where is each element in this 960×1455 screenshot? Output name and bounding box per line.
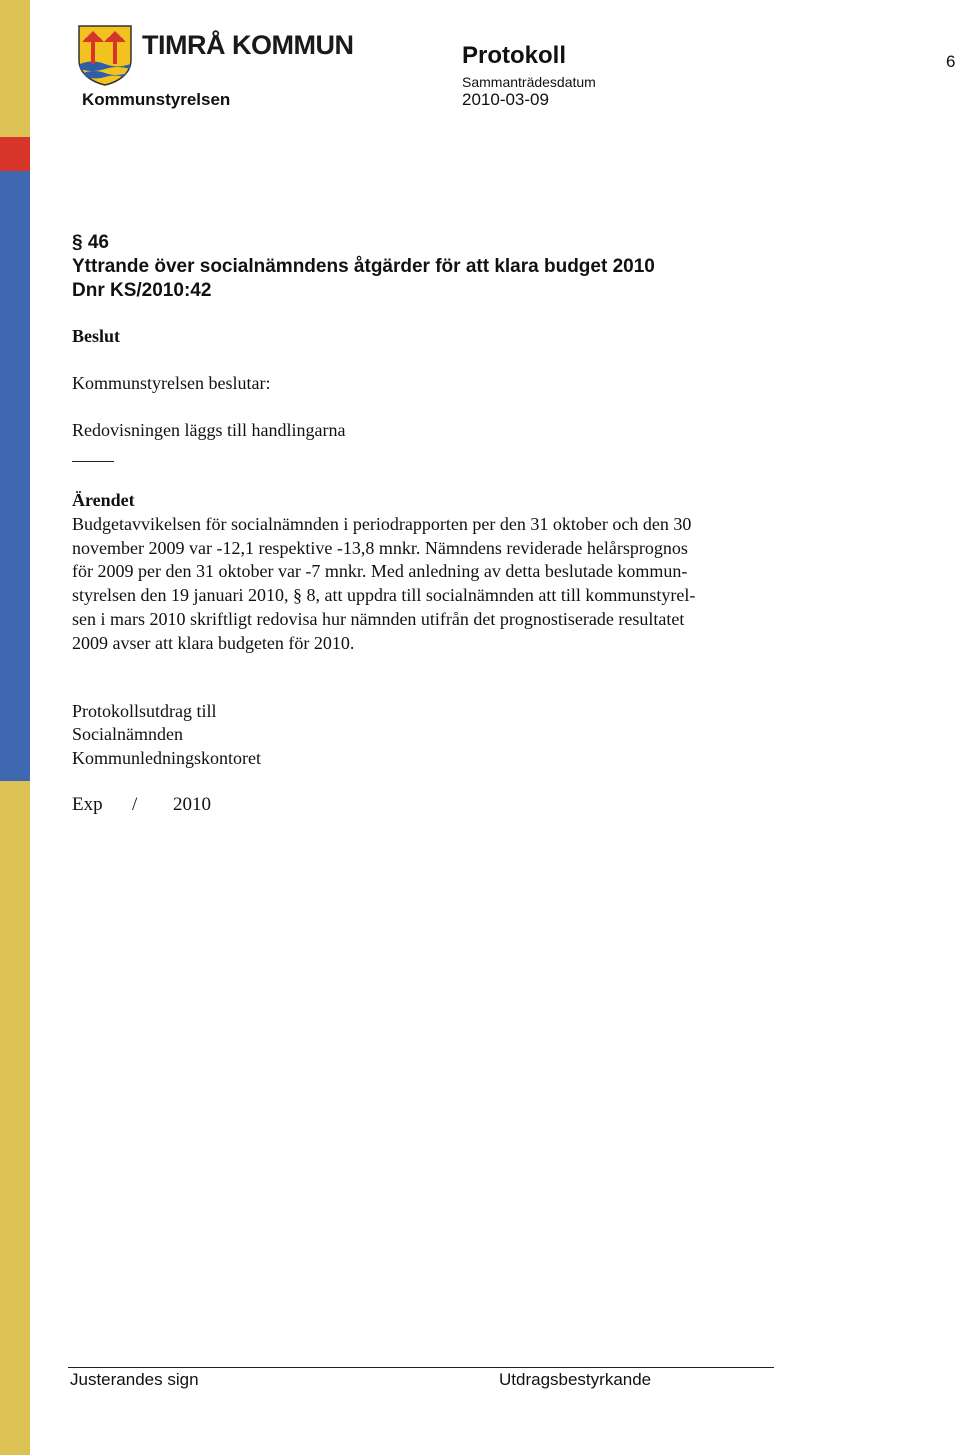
expedition-label: Exp	[72, 794, 103, 815]
matter-line: 2009 avser att klara budgeten för 2010.	[72, 632, 355, 653]
document-type: Protokoll	[462, 42, 567, 69]
expedition-slash: /	[132, 794, 138, 815]
diarienummer: Dnr KS/2010:42	[72, 280, 212, 301]
meeting-date: 2010-03-09	[462, 90, 549, 109]
matter-heading: Ärendet	[72, 490, 135, 510]
logo-wordmark: TIMRÅ KOMMUN	[142, 30, 354, 60]
page-number: 6	[946, 52, 956, 71]
matter-line: Budgetavvikelsen för socialnämnden i periodrapporten per den 31 oktober och den 30	[72, 514, 692, 534]
expedition-line	[72, 794, 211, 816]
adjuster-signature-label: Justerandes sign	[70, 1370, 199, 1389]
matter-paragraph	[72, 513, 772, 655]
side-stripe-red	[0, 137, 30, 171]
municipal-coat-of-arms-icon	[76, 24, 134, 86]
organization-name: Kommunstyrelsen	[82, 90, 231, 109]
section-title: Yttrande över socialnämndens åtgärder för att klara budget 2010	[72, 256, 655, 277]
decision-divider	[72, 461, 114, 462]
matter-line: sen i mars 2010 skriftligt redovisa hur nämnden utifrån det prognostiserade resultatet	[72, 608, 685, 629]
certification-label: Utdragsbestyrkande	[499, 1370, 652, 1389]
decision-heading: Beslut	[72, 326, 121, 346]
side-stripe-yellow-top	[0, 0, 30, 137]
matter-line: november 2009 var -12,1 respektive -13,8 mnkr. Nämndens reviderade helårsprognos	[72, 537, 688, 558]
meeting-date-label: Sammanträdesdatum	[462, 74, 596, 90]
extract-recipient: Kommunledningskontoret	[72, 748, 261, 768]
side-stripe-blue	[0, 171, 30, 781]
matter-line: styrelsen den 19 januari 2010, § 8, att uppdra till socialnämnden att till kommunstyrel-	[72, 585, 696, 606]
signature-rule	[68, 1367, 774, 1368]
extract-heading: Protokollsutdrag till	[72, 701, 217, 721]
decision-text: Redovisningen läggs till handlingarna	[72, 420, 346, 440]
section-heading	[72, 231, 655, 303]
section-number: § 46	[72, 232, 109, 253]
side-stripe-yellow-bottom	[0, 781, 30, 1455]
extract-recipient: Socialnämnden	[72, 724, 183, 744]
decision-intro: Kommunstyrelsen beslutar:	[72, 373, 271, 393]
expedition-year: 2010	[173, 794, 211, 815]
matter-line: för 2009 per den 31 oktober var -7 mnkr. Med anledning av detta beslutade kommun-	[72, 561, 688, 582]
